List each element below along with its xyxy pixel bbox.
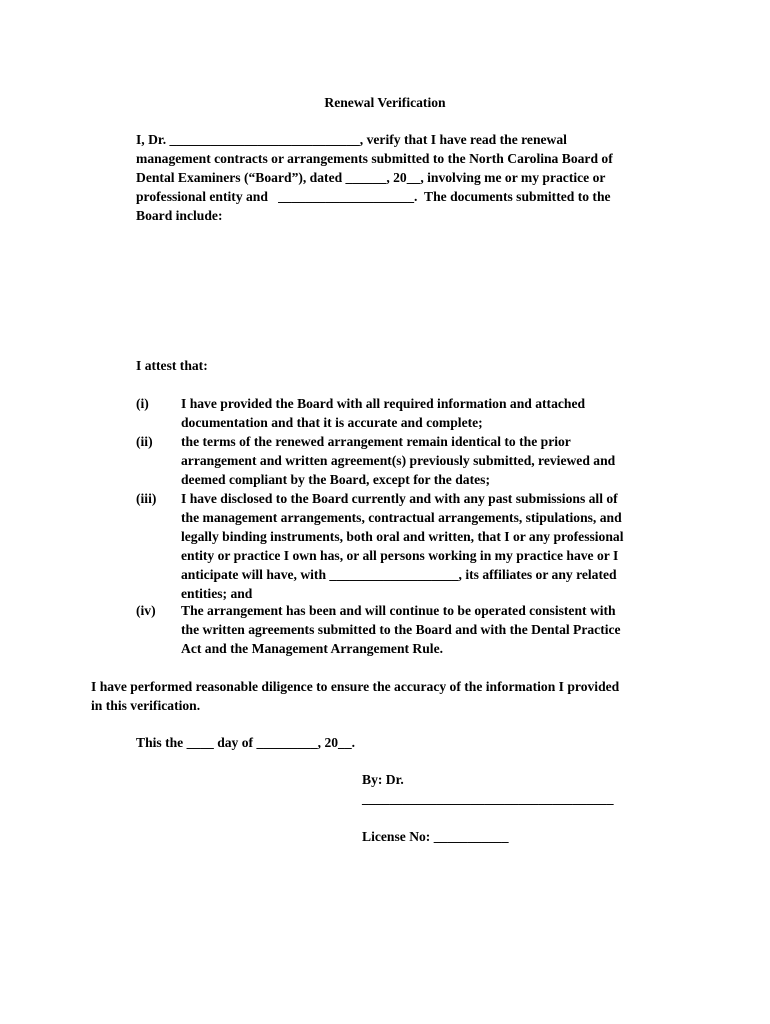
item-line: I have provided the Board with all required information and attached bbox=[181, 396, 586, 411]
document-title: Renewal Verification bbox=[324, 95, 446, 110]
item-line: Act and the Management Arrangement Rule. bbox=[181, 641, 444, 656]
item-line: the terms of the renewed arrangement remain identical to the prior bbox=[181, 434, 571, 449]
item-line: anticipate will have, with ___________________, its affiliates or any related bbox=[181, 567, 617, 582]
item-line: the management arrangements, contractual arrangements, stipulations, and bbox=[181, 510, 622, 525]
diligence-line-2: in this verification. bbox=[91, 698, 201, 713]
intro-line-2: management contracts or arrangements submitted to the North Carolina Board of bbox=[136, 151, 613, 166]
item-line: I have disclosed to the Board currently and with any past submissions all of bbox=[181, 491, 618, 506]
item-number: (ii) bbox=[136, 434, 153, 449]
item-number: (iii) bbox=[136, 491, 157, 506]
item-line: entities; and bbox=[181, 586, 253, 601]
item-line: arrangement and written agreement(s) previously submitted, reviewed and bbox=[181, 453, 616, 468]
intro-line-3: Dental Examiners (“Board”), dated ______, 20__, involving me or my practice or bbox=[136, 170, 606, 185]
item-line: deemed compliant by the Board, except for the dates; bbox=[181, 472, 490, 487]
intro-line-1: I, Dr. ____________________________, verify that I have read the renewal bbox=[136, 132, 567, 147]
item-number: (iv) bbox=[136, 603, 156, 618]
item-line: The arrangement has been and will continue to be operated consistent with bbox=[181, 603, 616, 618]
item-line: the written agreements submitted to the Board and with the Dental Practice bbox=[181, 622, 621, 637]
signature-line: _____________________________________ bbox=[362, 791, 614, 806]
item-number: (i) bbox=[136, 396, 149, 411]
license-label: License No: ___________ bbox=[362, 829, 509, 844]
item-line: documentation and that it is accurate and complete; bbox=[181, 415, 483, 430]
item-line: entity or practice I own has, or all persons working in my practice have or I bbox=[181, 548, 619, 563]
attest-heading: I attest that: bbox=[136, 358, 208, 373]
intro-line-4: professional entity and ____________________. The documents submitted to the bbox=[136, 189, 611, 204]
item-line: legally binding instruments, both oral and written, that I or any professional bbox=[181, 529, 624, 544]
diligence-line-1: I have performed reasonable diligence to ensure the accuracy of the information I provided bbox=[91, 679, 620, 694]
date-line: This the ____ day of _________, 20__. bbox=[136, 735, 356, 750]
by-label: By: Dr. bbox=[362, 772, 404, 787]
intro-line-5: Board include: bbox=[136, 208, 223, 223]
